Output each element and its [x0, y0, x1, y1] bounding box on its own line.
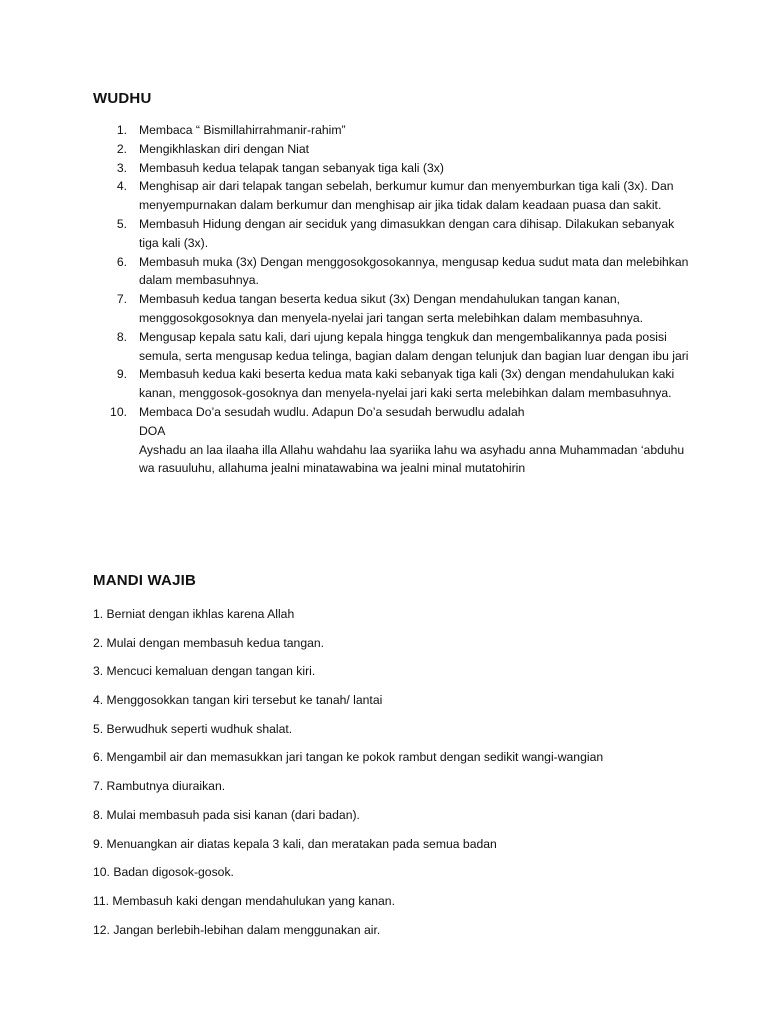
- wudhu-heading: WUDHU: [93, 90, 152, 107]
- list-item: 1. Berniat dengan ikhlas karena Allah: [93, 607, 295, 621]
- item-number: 1.: [116, 123, 127, 137]
- list-item: [93, 365, 693, 403]
- item-number: 4.: [116, 179, 127, 194]
- item-text: Mengusap kepala satu kali, dari ujung kepala hingga tengkuk dan mengembalikannya pada posisi semula, serta mengusap kedua telinga, bagian dalam dengan telunjuk dan bagian luar dengan ibu jari: [139, 329, 689, 363]
- item-number: 2.: [116, 141, 127, 156]
- list-item: 11. Membasuh kaki dengan mendahulukan yang kanan.: [93, 893, 395, 908]
- item-text: Menghisap air dari telapak tangan sebelah, berkumur kumur dan menyemburkan tiga kali (3x). Dan menyempurnakan dalam berkumur dan menghisap air jika tidak dalam keadaan puasa dan sakit.: [139, 179, 674, 213]
- item-text: Membasuh kedua tangan beserta kedua sikut (3x) Dengan mendahulukan tangan kanan, menggosokgosoknya dan menyela-nyelai jari tangan serta melebihkan dalam membasuhnya.: [139, 292, 644, 325]
- list-item: [93, 121, 693, 140]
- list-item: 4. Menggosokkan tangan kiri tersebut ke tanah/ lantai: [93, 693, 383, 708]
- doa-text: Ayshadu an laa ilaaha illa Allahu wahdahu laa syariika lahu wa asyhadu anna Muhammadan ‘abduhu wa rasuuluhu, allahuma jealni minatawabina wa jealni minal mutatohirin: [139, 442, 685, 476]
- item-text: Membasuh Hidung dengan air seciduk yang dimasukkan dengan cara dihisap. Dilakukan sebanyak tiga kali (3x).: [139, 216, 675, 250]
- list-item: [93, 159, 693, 178]
- list-item: [93, 253, 693, 291]
- list-item: 9. Menuangkan air diatas kepala 3 kali, dan meratakan pada semua badan: [93, 836, 497, 851]
- item-text: Mengikhlaskan diri dengan Niat: [139, 141, 310, 156]
- list-item: 3. Mencuci kemaluan dengan tangan kiri.: [93, 664, 316, 679]
- list-item: [93, 215, 693, 253]
- item-number: 8.: [116, 329, 127, 344]
- list-item: 6. Mengambil air dan memasukkan jari tangan ke pokok rambut dengan sedikit wangi-wangian: [93, 750, 604, 765]
- item-number: 3.: [116, 160, 127, 175]
- doa-label: DOA: [139, 423, 166, 438]
- mandi-wajib-list: [93, 605, 713, 949]
- item-text: Membasuh kedua kaki beserta kedua mata kaki sebanyak tiga kali (3x) dengan mendahulukan kaki kanan, menggosok-gosoknya dan menyela-nyelai jari kaki serta melebihkan dalam membasuhnya.: [139, 367, 675, 401]
- list-item: 12. Jangan berlebih-lebihan dalam menggunakan air.: [93, 922, 381, 937]
- list-item: [93, 177, 693, 215]
- item-number: 10.: [110, 404, 127, 419]
- item-number: 9.: [116, 367, 127, 382]
- list-item: 7. Rambutnya diuraikan.: [93, 779, 226, 794]
- item-number: 5.: [116, 216, 127, 231]
- list-item: 2. Mulai dengan membasuh kedua tangan.: [93, 635, 325, 650]
- list-item: [93, 290, 693, 328]
- item-number: 7.: [116, 292, 127, 307]
- list-item: 5. Berwudhuk seperti wudhuk shalat.: [93, 721, 293, 736]
- list-item: 10. Badan digosok-gosok.: [93, 865, 234, 880]
- item-text: Membaca Do’a sesudah wudlu. Adapun Do’a sesudah berwudlu adalah: [139, 404, 525, 419]
- item-number: 6.: [116, 254, 127, 269]
- wudhu-list: [93, 121, 693, 478]
- mandi-wajib-heading: MANDI WAJIB: [93, 572, 197, 589]
- list-item: [93, 328, 693, 366]
- item-text: Membaca “ Bismillahirrahmanir-rahim”: [139, 123, 346, 137]
- list-item: [93, 140, 693, 159]
- item-text: Membasuh kedua telapak tangan sebanyak tiga kali (3x): [139, 160, 444, 175]
- list-item: [93, 403, 693, 478]
- list-item: 8. Mulai membasuh pada sisi kanan (dari badan).: [93, 807, 360, 822]
- item-text: Membasuh muka (3x) Dengan menggosokgosokannya, mengusap kedua sudut mata dan melebihkan dalam membasuhnya.: [139, 254, 689, 288]
